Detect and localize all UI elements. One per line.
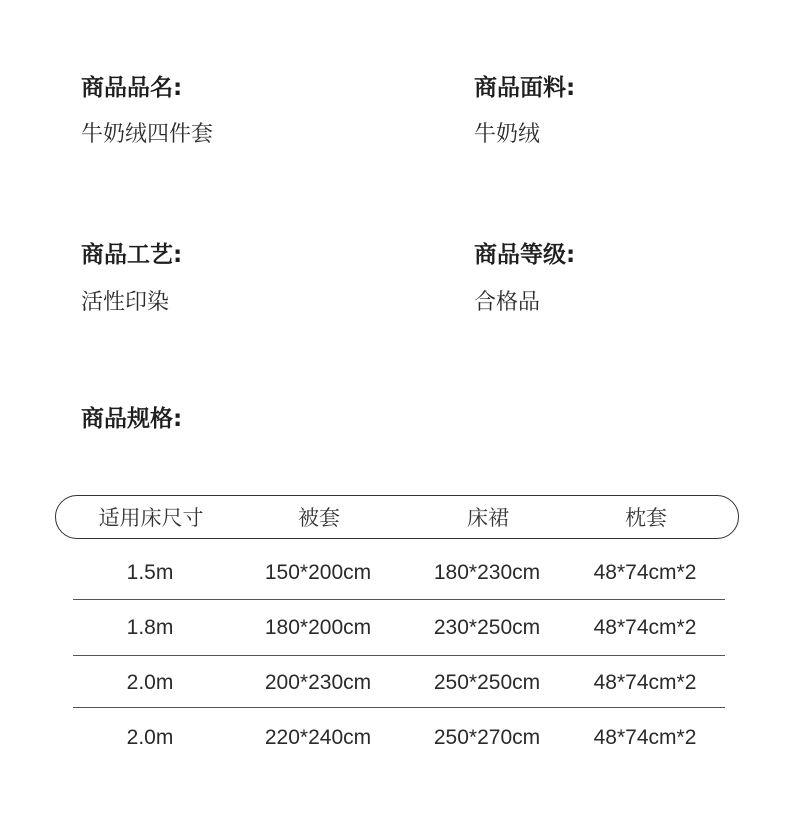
cell-bed-size: 2.0m — [126, 670, 174, 694]
cell-bed-size: 1.8m — [126, 615, 174, 639]
cell-bed-skirt: 230*250cm — [433, 615, 541, 639]
cell-bed-skirt: 180*230cm — [433, 560, 541, 584]
product-name-value: 牛奶绒四件套 — [81, 122, 214, 147]
cell-bed-skirt: 250*250cm — [433, 670, 541, 694]
cell-pillowcase: 48*74cm*2 — [593, 670, 697, 694]
table-row — [73, 655, 725, 710]
cell-duvet-cover: 200*230cm — [264, 670, 372, 694]
product-craft-label: 商品工艺: — [81, 242, 183, 268]
spec-table — [55, 495, 739, 749]
table-row — [73, 710, 725, 765]
cell-pillowcase: 48*74cm*2 — [593, 725, 697, 749]
cell-pillowcase: 48*74cm*2 — [593, 560, 697, 584]
header-pillowcase: 枕套 — [625, 506, 667, 530]
cell-duvet-cover: 150*200cm — [264, 560, 372, 584]
cell-duvet-cover: 220*240cm — [264, 725, 372, 749]
table-row — [73, 600, 725, 655]
product-spec-label: 商品规格: — [81, 406, 183, 432]
row-divider — [73, 707, 725, 708]
product-craft-value: 活性印染 — [81, 290, 170, 315]
header-duvet-cover: 被套 — [298, 506, 340, 530]
cell-bed-skirt: 250*270cm — [433, 725, 541, 749]
cell-duvet-cover: 180*200cm — [264, 615, 372, 639]
product-fabric-value: 牛奶绒 — [474, 122, 541, 147]
header-bed-size: 适用床尺寸 — [98, 506, 204, 530]
product-grade-label: 商品等级: — [474, 242, 576, 268]
product-grade-value: 合格品 — [474, 290, 541, 315]
table-header — [55, 495, 739, 539]
cell-bed-size: 1.5m — [126, 560, 174, 584]
cell-bed-size: 2.0m — [126, 725, 174, 749]
table-row — [73, 545, 725, 600]
header-bed-skirt: 床裙 — [467, 506, 509, 530]
cell-pillowcase: 48*74cm*2 — [593, 615, 697, 639]
product-name-label: 商品品名: — [81, 75, 183, 101]
product-fabric-label: 商品面料: — [474, 75, 576, 101]
